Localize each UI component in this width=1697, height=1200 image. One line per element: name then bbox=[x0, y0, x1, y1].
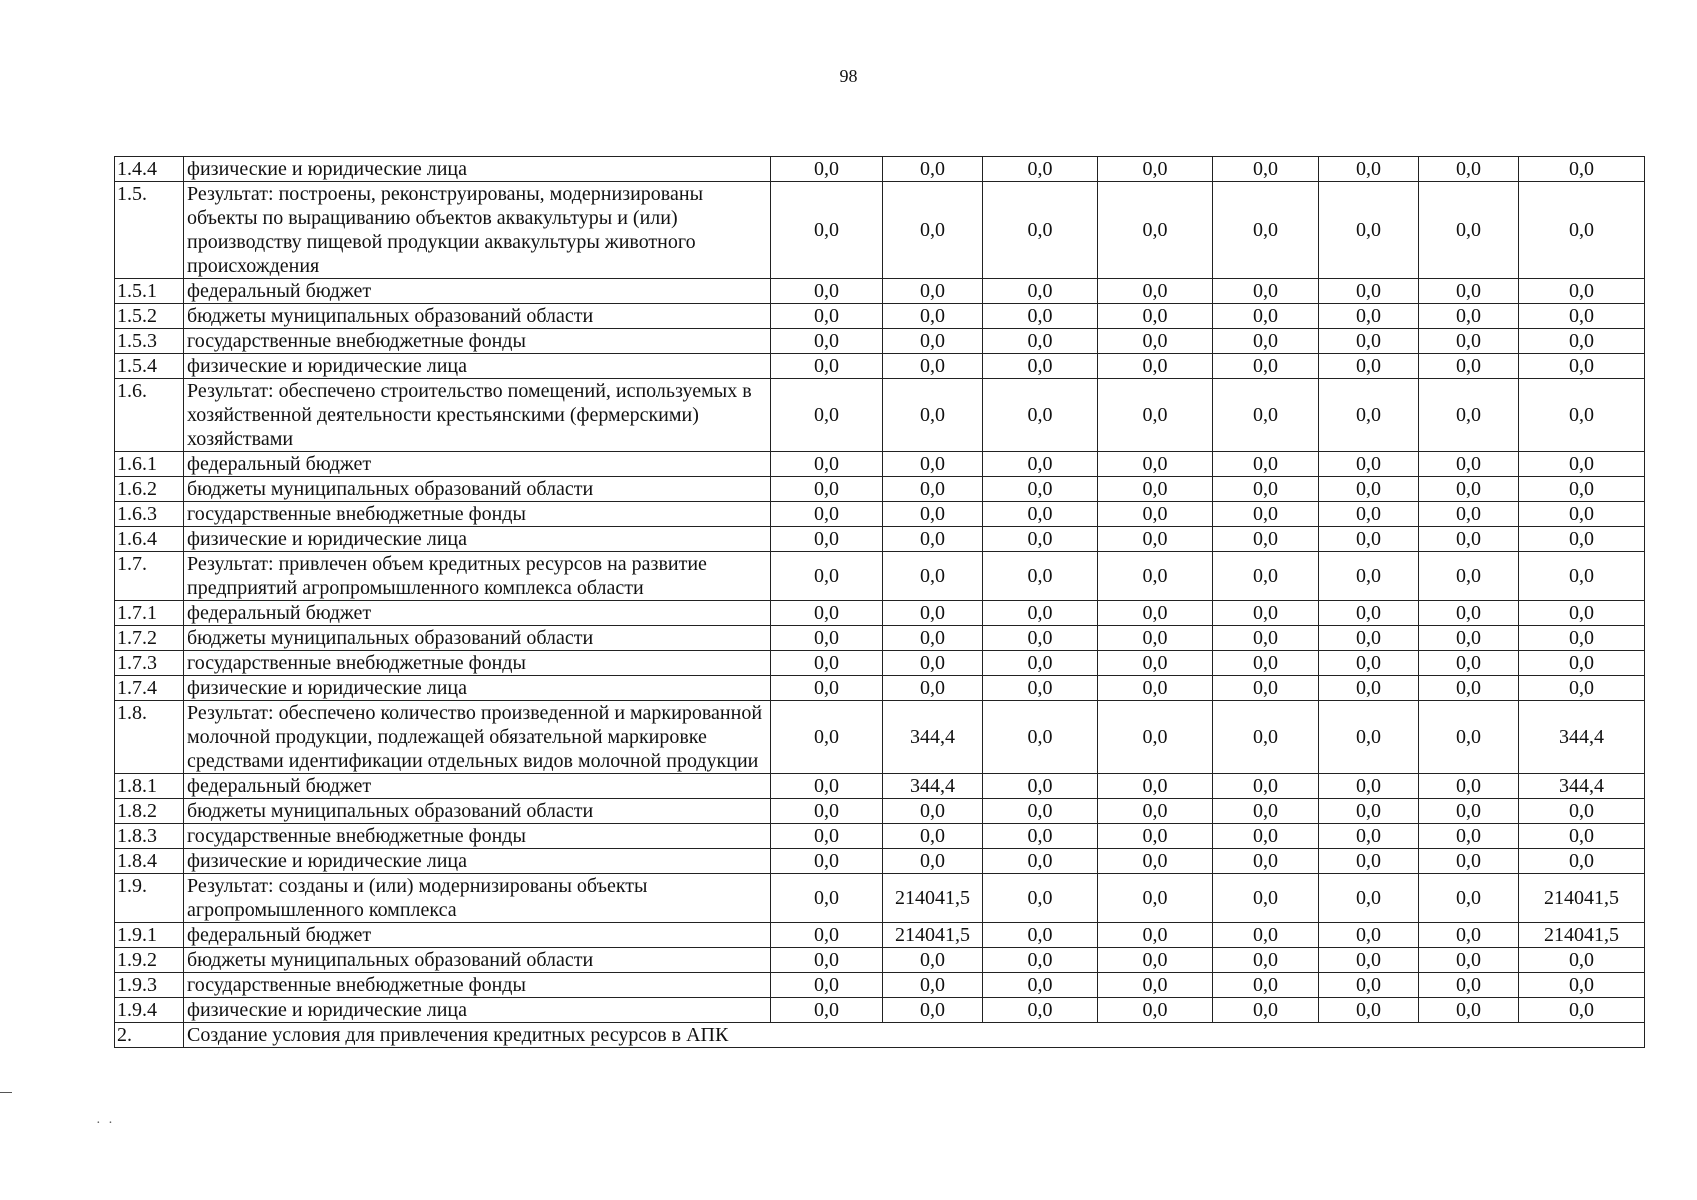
row-value-col-4: 0,0 bbox=[1098, 552, 1213, 601]
row-value-col-6: 0,0 bbox=[1319, 948, 1419, 973]
row-value-col-8: 0,0 bbox=[1519, 477, 1645, 502]
row-description: бюджеты муниципальных образований области bbox=[184, 304, 771, 329]
row-value-col-7: 0,0 bbox=[1419, 329, 1519, 354]
row-value-col-2: 214041,5 bbox=[883, 923, 983, 948]
row-value-col-2: 0,0 bbox=[883, 676, 983, 701]
row-value-col-8: 0,0 bbox=[1519, 601, 1645, 626]
row-value-col-6: 0,0 bbox=[1319, 354, 1419, 379]
table-row-result bbox=[115, 701, 1645, 774]
row-value-col-7: 0,0 bbox=[1419, 452, 1519, 477]
row-value-col-8: 0,0 bbox=[1519, 948, 1645, 973]
row-value-col-4: 0,0 bbox=[1098, 923, 1213, 948]
row-value-col-6: 0,0 bbox=[1319, 923, 1419, 948]
row-value-col-2: 0,0 bbox=[883, 182, 983, 279]
row-value-col-8: 344,4 bbox=[1519, 774, 1645, 799]
row-description: бюджеты муниципальных образований области bbox=[184, 948, 771, 973]
row-description: государственные внебюджетные фонды bbox=[184, 973, 771, 998]
row-value-col-4: 0,0 bbox=[1098, 626, 1213, 651]
row-value-col-4: 0,0 bbox=[1098, 676, 1213, 701]
row-value-col-6: 0,0 bbox=[1319, 676, 1419, 701]
row-value-col-1: 0,0 bbox=[771, 824, 883, 849]
row-value-col-1: 0,0 bbox=[771, 651, 883, 676]
row-value-col-4: 0,0 bbox=[1098, 452, 1213, 477]
row-value-col-7: 0,0 bbox=[1419, 874, 1519, 923]
row-code: 1.6. bbox=[115, 379, 184, 452]
row-code: 1.8. bbox=[115, 701, 184, 774]
row-value-col-4: 0,0 bbox=[1098, 279, 1213, 304]
section-code: 2. bbox=[115, 1023, 184, 1048]
row-value-col-5: 0,0 bbox=[1213, 651, 1319, 676]
row-value-col-6: 0,0 bbox=[1319, 304, 1419, 329]
table-row bbox=[115, 948, 1645, 973]
row-description: государственные внебюджетные фонды bbox=[184, 502, 771, 527]
table-row bbox=[115, 799, 1645, 824]
row-code: 1.7.4 bbox=[115, 676, 184, 701]
row-value-col-3: 0,0 bbox=[983, 452, 1098, 477]
row-value-col-2: 0,0 bbox=[883, 998, 983, 1023]
row-value-col-5: 0,0 bbox=[1213, 799, 1319, 824]
row-value-col-7: 0,0 bbox=[1419, 279, 1519, 304]
row-value-col-3: 0,0 bbox=[983, 973, 1098, 998]
row-code: 1.9. bbox=[115, 874, 184, 923]
row-value-col-7: 0,0 bbox=[1419, 527, 1519, 552]
row-code: 1.8.3 bbox=[115, 824, 184, 849]
row-value-col-3: 0,0 bbox=[983, 824, 1098, 849]
row-value-col-8: 0,0 bbox=[1519, 157, 1645, 182]
row-value-col-6: 0,0 bbox=[1319, 452, 1419, 477]
row-value-col-1: 0,0 bbox=[771, 527, 883, 552]
table-row bbox=[115, 452, 1645, 477]
row-value-col-4: 0,0 bbox=[1098, 998, 1213, 1023]
row-value-col-4: 0,0 bbox=[1098, 354, 1213, 379]
row-description: государственные внебюджетные фонды bbox=[184, 651, 771, 676]
row-value-col-3: 0,0 bbox=[983, 182, 1098, 279]
row-value-col-8: 0,0 bbox=[1519, 329, 1645, 354]
row-value-col-5: 0,0 bbox=[1213, 502, 1319, 527]
row-value-col-5: 0,0 bbox=[1213, 182, 1319, 279]
row-value-col-1: 0,0 bbox=[771, 849, 883, 874]
row-value-col-3: 0,0 bbox=[983, 279, 1098, 304]
row-value-col-8: 0,0 bbox=[1519, 502, 1645, 527]
row-code: 1.5.1 bbox=[115, 279, 184, 304]
row-value-col-1: 0,0 bbox=[771, 774, 883, 799]
row-value-col-1: 0,0 bbox=[771, 973, 883, 998]
row-description: Результат: построены, реконструированы, модернизированы объекты по выращиванию объектов аквакультуры и (или) производству пищевой продукции аквакультуры животного происхождения bbox=[184, 182, 771, 279]
row-value-col-4: 0,0 bbox=[1098, 527, 1213, 552]
row-description: физические и юридические лица bbox=[184, 157, 771, 182]
row-value-col-1: 0,0 bbox=[771, 626, 883, 651]
row-value-col-6: 0,0 bbox=[1319, 874, 1419, 923]
table-row bbox=[115, 329, 1645, 354]
row-value-col-7: 0,0 bbox=[1419, 379, 1519, 452]
row-value-col-1: 0,0 bbox=[771, 676, 883, 701]
section-description: Создание условия для привлечения кредитных ресурсов в АПК bbox=[184, 1023, 1645, 1048]
row-value-col-1: 0,0 bbox=[771, 552, 883, 601]
row-value-col-8: 0,0 bbox=[1519, 379, 1645, 452]
row-code: 1.6.2 bbox=[115, 477, 184, 502]
table-row bbox=[115, 527, 1645, 552]
row-code: 1.9.4 bbox=[115, 998, 184, 1023]
row-value-col-6: 0,0 bbox=[1319, 527, 1419, 552]
row-value-col-6: 0,0 bbox=[1319, 279, 1419, 304]
row-value-col-7: 0,0 bbox=[1419, 552, 1519, 601]
row-value-col-1: 0,0 bbox=[771, 452, 883, 477]
row-value-col-6: 0,0 bbox=[1319, 182, 1419, 279]
row-value-col-6: 0,0 bbox=[1319, 157, 1419, 182]
row-value-col-8: 0,0 bbox=[1519, 676, 1645, 701]
row-value-col-8: 0,0 bbox=[1519, 304, 1645, 329]
table-row bbox=[115, 477, 1645, 502]
row-description: физические и юридические лица bbox=[184, 998, 771, 1023]
row-value-col-5: 0,0 bbox=[1213, 304, 1319, 329]
row-value-col-4: 0,0 bbox=[1098, 849, 1213, 874]
row-value-col-3: 0,0 bbox=[983, 304, 1098, 329]
table-row-section bbox=[115, 1023, 1645, 1048]
row-value-col-7: 0,0 bbox=[1419, 948, 1519, 973]
row-value-col-8: 0,0 bbox=[1519, 552, 1645, 601]
row-value-col-5: 0,0 bbox=[1213, 824, 1319, 849]
row-value-col-1: 0,0 bbox=[771, 874, 883, 923]
row-value-col-5: 0,0 bbox=[1213, 874, 1319, 923]
row-description: Результат: созданы и (или) модернизированы объекты агропромышленного комплекса bbox=[184, 874, 771, 923]
row-value-col-3: 0,0 bbox=[983, 626, 1098, 651]
row-value-col-7: 0,0 bbox=[1419, 998, 1519, 1023]
row-value-col-4: 0,0 bbox=[1098, 329, 1213, 354]
row-value-col-6: 0,0 bbox=[1319, 849, 1419, 874]
page-number: 98 bbox=[839, 66, 858, 86]
row-code: 1.8.2 bbox=[115, 799, 184, 824]
row-value-col-7: 0,0 bbox=[1419, 923, 1519, 948]
row-value-col-6: 0,0 bbox=[1319, 502, 1419, 527]
row-value-col-5: 0,0 bbox=[1213, 923, 1319, 948]
row-value-col-2: 0,0 bbox=[883, 824, 983, 849]
row-value-col-1: 0,0 bbox=[771, 948, 883, 973]
row-value-col-4: 0,0 bbox=[1098, 701, 1213, 774]
row-value-col-2: 0,0 bbox=[883, 354, 983, 379]
row-value-col-6: 0,0 bbox=[1319, 824, 1419, 849]
row-value-col-2: 0,0 bbox=[883, 799, 983, 824]
row-description: физические и юридические лица bbox=[184, 849, 771, 874]
row-code: 1.5. bbox=[115, 182, 184, 279]
row-description: бюджеты муниципальных образований области bbox=[184, 626, 771, 651]
row-value-col-2: 0,0 bbox=[883, 157, 983, 182]
table-row-result bbox=[115, 182, 1645, 279]
row-code: 1.9.3 bbox=[115, 973, 184, 998]
row-value-col-5: 0,0 bbox=[1213, 157, 1319, 182]
row-value-col-4: 0,0 bbox=[1098, 477, 1213, 502]
row-value-col-7: 0,0 bbox=[1419, 824, 1519, 849]
row-value-col-7: 0,0 bbox=[1419, 477, 1519, 502]
row-value-col-8: 0,0 bbox=[1519, 651, 1645, 676]
row-value-col-6: 0,0 bbox=[1319, 477, 1419, 502]
row-value-col-8: 344,4 bbox=[1519, 701, 1645, 774]
table-row bbox=[115, 824, 1645, 849]
table-row-result bbox=[115, 552, 1645, 601]
row-value-col-2: 0,0 bbox=[883, 651, 983, 676]
row-value-col-3: 0,0 bbox=[983, 552, 1098, 601]
row-value-col-5: 0,0 bbox=[1213, 527, 1319, 552]
row-value-col-3: 0,0 bbox=[983, 651, 1098, 676]
row-value-col-3: 0,0 bbox=[983, 157, 1098, 182]
row-value-col-7: 0,0 bbox=[1419, 973, 1519, 998]
row-value-col-4: 0,0 bbox=[1098, 799, 1213, 824]
row-value-col-5: 0,0 bbox=[1213, 701, 1319, 774]
row-value-col-2: 0,0 bbox=[883, 452, 983, 477]
row-code: 1.6.1 bbox=[115, 452, 184, 477]
row-code: 1.9.2 bbox=[115, 948, 184, 973]
row-value-col-8: 0,0 bbox=[1519, 799, 1645, 824]
row-value-col-5: 0,0 bbox=[1213, 973, 1319, 998]
row-value-col-2: 0,0 bbox=[883, 849, 983, 874]
row-value-col-3: 0,0 bbox=[983, 379, 1098, 452]
row-value-col-6: 0,0 bbox=[1319, 998, 1419, 1023]
row-value-col-8: 0,0 bbox=[1519, 973, 1645, 998]
row-value-col-3: 0,0 bbox=[983, 502, 1098, 527]
row-description: Результат: обеспечено количество произведенной и маркированной молочной продукции, подлежащей обязательной маркировке средствами идентификации отдельных видов молочной продукции bbox=[184, 701, 771, 774]
row-code: 1.7.1 bbox=[115, 601, 184, 626]
row-code: 1.4.4 bbox=[115, 157, 184, 182]
row-value-col-2: 344,4 bbox=[883, 701, 983, 774]
row-value-col-4: 0,0 bbox=[1098, 601, 1213, 626]
row-value-col-7: 0,0 bbox=[1419, 701, 1519, 774]
row-value-col-2: 0,0 bbox=[883, 477, 983, 502]
row-description: Результат: привлечен объем кредитных ресурсов на развитие предприятий агропромышленного комплекса области bbox=[184, 552, 771, 601]
table-row bbox=[115, 626, 1645, 651]
row-value-col-2: 344,4 bbox=[883, 774, 983, 799]
row-value-col-4: 0,0 bbox=[1098, 182, 1213, 279]
row-value-col-8: 0,0 bbox=[1519, 849, 1645, 874]
table-row bbox=[115, 304, 1645, 329]
row-value-col-8: 0,0 bbox=[1519, 824, 1645, 849]
row-value-col-3: 0,0 bbox=[983, 874, 1098, 923]
row-value-col-6: 0,0 bbox=[1319, 799, 1419, 824]
row-value-col-5: 0,0 bbox=[1213, 279, 1319, 304]
row-value-col-7: 0,0 bbox=[1419, 601, 1519, 626]
row-value-col-8: 0,0 bbox=[1519, 998, 1645, 1023]
scan-dots: · · bbox=[96, 1116, 115, 1131]
row-value-col-7: 0,0 bbox=[1419, 182, 1519, 279]
row-description: физические и юридические лица bbox=[184, 676, 771, 701]
row-value-col-2: 0,0 bbox=[883, 527, 983, 552]
budget-table bbox=[114, 156, 1645, 1048]
row-value-col-6: 0,0 bbox=[1319, 601, 1419, 626]
row-value-col-4: 0,0 bbox=[1098, 304, 1213, 329]
row-value-col-1: 0,0 bbox=[771, 354, 883, 379]
row-value-col-8: 0,0 bbox=[1519, 279, 1645, 304]
row-value-col-8: 0,0 bbox=[1519, 354, 1645, 379]
row-value-col-2: 0,0 bbox=[883, 329, 983, 354]
row-description: физические и юридические лица bbox=[184, 527, 771, 552]
row-value-col-2: 0,0 bbox=[883, 279, 983, 304]
row-description: государственные внебюджетные фонды bbox=[184, 824, 771, 849]
row-value-col-3: 0,0 bbox=[983, 477, 1098, 502]
row-value-col-6: 0,0 bbox=[1319, 774, 1419, 799]
row-value-col-6: 0,0 bbox=[1319, 552, 1419, 601]
row-description: бюджеты муниципальных образований области bbox=[184, 799, 771, 824]
row-value-col-5: 0,0 bbox=[1213, 601, 1319, 626]
row-description: федеральный бюджет bbox=[184, 923, 771, 948]
row-value-col-4: 0,0 bbox=[1098, 874, 1213, 923]
scan-edge-mark bbox=[0, 1092, 12, 1093]
row-value-col-2: 0,0 bbox=[883, 626, 983, 651]
row-code: 1.7.3 bbox=[115, 651, 184, 676]
row-value-col-2: 0,0 bbox=[883, 304, 983, 329]
row-value-col-8: 214041,5 bbox=[1519, 923, 1645, 948]
row-value-col-7: 0,0 bbox=[1419, 626, 1519, 651]
table-row bbox=[115, 354, 1645, 379]
row-value-col-1: 0,0 bbox=[771, 329, 883, 354]
table-body bbox=[115, 157, 1645, 1048]
row-value-col-3: 0,0 bbox=[983, 948, 1098, 973]
row-value-col-4: 0,0 bbox=[1098, 651, 1213, 676]
table-row bbox=[115, 973, 1645, 998]
row-value-col-3: 0,0 bbox=[983, 354, 1098, 379]
row-value-col-5: 0,0 bbox=[1213, 379, 1319, 452]
row-value-col-7: 0,0 bbox=[1419, 799, 1519, 824]
row-value-col-5: 0,0 bbox=[1213, 998, 1319, 1023]
row-value-col-4: 0,0 bbox=[1098, 973, 1213, 998]
table-row-result bbox=[115, 874, 1645, 923]
row-value-col-3: 0,0 bbox=[983, 923, 1098, 948]
row-value-col-2: 0,0 bbox=[883, 948, 983, 973]
row-value-col-4: 0,0 bbox=[1098, 774, 1213, 799]
row-value-col-1: 0,0 bbox=[771, 157, 883, 182]
row-value-col-5: 0,0 bbox=[1213, 329, 1319, 354]
row-description: Результат: обеспечено строительство помещений, используемых в хозяйственной деятельности крестьянскими (фермерскими) хозяйствами bbox=[184, 379, 771, 452]
row-value-col-7: 0,0 bbox=[1419, 651, 1519, 676]
row-value-col-5: 0,0 bbox=[1213, 354, 1319, 379]
row-description: федеральный бюджет bbox=[184, 601, 771, 626]
row-value-col-1: 0,0 bbox=[771, 477, 883, 502]
row-value-col-3: 0,0 bbox=[983, 774, 1098, 799]
row-value-col-5: 0,0 bbox=[1213, 948, 1319, 973]
row-value-col-2: 0,0 bbox=[883, 552, 983, 601]
row-value-col-5: 0,0 bbox=[1213, 774, 1319, 799]
row-value-col-7: 0,0 bbox=[1419, 502, 1519, 527]
table-row bbox=[115, 676, 1645, 701]
row-value-col-4: 0,0 bbox=[1098, 824, 1213, 849]
row-value-col-1: 0,0 bbox=[771, 601, 883, 626]
row-value-col-3: 0,0 bbox=[983, 601, 1098, 626]
row-description: бюджеты муниципальных образований области bbox=[184, 477, 771, 502]
row-value-col-3: 0,0 bbox=[983, 527, 1098, 552]
row-value-col-3: 0,0 bbox=[983, 676, 1098, 701]
row-code: 1.5.2 bbox=[115, 304, 184, 329]
row-value-col-4: 0,0 bbox=[1098, 502, 1213, 527]
row-value-col-5: 0,0 bbox=[1213, 626, 1319, 651]
row-code: 1.8.1 bbox=[115, 774, 184, 799]
row-value-col-7: 0,0 bbox=[1419, 304, 1519, 329]
row-value-col-6: 0,0 bbox=[1319, 973, 1419, 998]
budget-table-container bbox=[114, 156, 1644, 1048]
row-value-col-3: 0,0 bbox=[983, 701, 1098, 774]
row-value-col-2: 214041,5 bbox=[883, 874, 983, 923]
row-value-col-3: 0,0 bbox=[983, 849, 1098, 874]
row-value-col-5: 0,0 bbox=[1213, 676, 1319, 701]
table-row-result bbox=[115, 379, 1645, 452]
table-row bbox=[115, 774, 1645, 799]
row-value-col-1: 0,0 bbox=[771, 923, 883, 948]
row-value-col-7: 0,0 bbox=[1419, 354, 1519, 379]
table-row bbox=[115, 651, 1645, 676]
row-value-col-7: 0,0 bbox=[1419, 157, 1519, 182]
row-value-col-1: 0,0 bbox=[771, 304, 883, 329]
row-value-col-6: 0,0 bbox=[1319, 651, 1419, 676]
row-value-col-2: 0,0 bbox=[883, 502, 983, 527]
row-value-col-8: 0,0 bbox=[1519, 182, 1645, 279]
row-value-col-6: 0,0 bbox=[1319, 329, 1419, 354]
row-description: федеральный бюджет bbox=[184, 279, 771, 304]
row-value-col-6: 0,0 bbox=[1319, 626, 1419, 651]
table-row bbox=[115, 157, 1645, 182]
row-value-col-2: 0,0 bbox=[883, 973, 983, 998]
row-description: федеральный бюджет bbox=[184, 452, 771, 477]
row-value-col-4: 0,0 bbox=[1098, 948, 1213, 973]
row-value-col-1: 0,0 bbox=[771, 799, 883, 824]
row-value-col-1: 0,0 bbox=[771, 379, 883, 452]
row-value-col-2: 0,0 bbox=[883, 601, 983, 626]
row-code: 1.6.4 bbox=[115, 527, 184, 552]
row-value-col-1: 0,0 bbox=[771, 182, 883, 279]
table-row bbox=[115, 849, 1645, 874]
row-code: 1.8.4 bbox=[115, 849, 184, 874]
row-value-col-8: 0,0 bbox=[1519, 527, 1645, 552]
row-description: государственные внебюджетные фонды bbox=[184, 329, 771, 354]
row-value-col-1: 0,0 bbox=[771, 279, 883, 304]
row-value-col-5: 0,0 bbox=[1213, 849, 1319, 874]
row-value-col-7: 0,0 bbox=[1419, 774, 1519, 799]
row-value-col-6: 0,0 bbox=[1319, 379, 1419, 452]
row-code: 1.9.1 bbox=[115, 923, 184, 948]
row-value-col-5: 0,0 bbox=[1213, 552, 1319, 601]
row-value-col-3: 0,0 bbox=[983, 998, 1098, 1023]
table-row bbox=[115, 601, 1645, 626]
row-code: 1.6.3 bbox=[115, 502, 184, 527]
row-value-col-7: 0,0 bbox=[1419, 849, 1519, 874]
row-value-col-1: 0,0 bbox=[771, 502, 883, 527]
row-value-col-1: 0,0 bbox=[771, 701, 883, 774]
row-value-col-8: 0,0 bbox=[1519, 452, 1645, 477]
row-value-col-1: 0,0 bbox=[771, 998, 883, 1023]
row-value-col-8: 214041,5 bbox=[1519, 874, 1645, 923]
row-value-col-5: 0,0 bbox=[1213, 477, 1319, 502]
row-code: 1.7. bbox=[115, 552, 184, 601]
table-row bbox=[115, 502, 1645, 527]
row-description: федеральный бюджет bbox=[184, 774, 771, 799]
row-value-col-3: 0,0 bbox=[983, 329, 1098, 354]
row-value-col-8: 0,0 bbox=[1519, 626, 1645, 651]
row-value-col-3: 0,0 bbox=[983, 799, 1098, 824]
row-value-col-4: 0,0 bbox=[1098, 379, 1213, 452]
table-row bbox=[115, 998, 1645, 1023]
row-value-col-7: 0,0 bbox=[1419, 676, 1519, 701]
row-code: 1.5.3 bbox=[115, 329, 184, 354]
table-row bbox=[115, 923, 1645, 948]
row-value-col-5: 0,0 bbox=[1213, 452, 1319, 477]
row-value-col-2: 0,0 bbox=[883, 379, 983, 452]
row-code: 1.7.2 bbox=[115, 626, 184, 651]
row-value-col-4: 0,0 bbox=[1098, 157, 1213, 182]
row-code: 1.5.4 bbox=[115, 354, 184, 379]
table-row bbox=[115, 279, 1645, 304]
row-description: физические и юридические лица bbox=[184, 354, 771, 379]
row-value-col-6: 0,0 bbox=[1319, 701, 1419, 774]
